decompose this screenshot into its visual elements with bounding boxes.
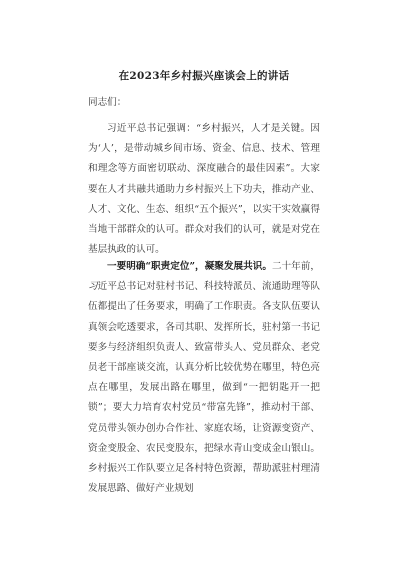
paragraph-2 xyxy=(88,257,320,499)
paragraph-1: 习近平总书记强调：“乡村振兴，人才是关键。因为‘人’，是带动城乡间市场、资金、信息、技术、管理和理念等方面密切联动、深度融合的最佳因素”。大家要在人才共融共通助力乡村振兴上下功夫，推动产业、人才、文化、生态、组织“五个振兴”，以实干实效赢得当地干部群众的认可。群众对我们的认可，就是对党在基层执政的认可。 xyxy=(88,123,320,256)
document-title: 在2023年乡村振兴座谈会上的讲话 xyxy=(118,70,290,82)
paragraph-2-lead: 二十年前， xyxy=(271,261,320,272)
paragraph-2-heading: 一要明确“职责定位”，凝聚发展共识。 xyxy=(107,261,272,272)
salutation: 同志们： xyxy=(88,97,127,108)
paragraph-2-rest: 近平总书记对驻村书记、科技特派员、流通助理等队伍都提出了任务要求，明确了工作职责。各支队伍要认真领会吃透要求，各司其职、发挥所长，驻村第一书记要多与经济组织负责人、致富带头人、党员群众、老党员老干部座谈交流，认真分析比较优势在哪里，特色亮点在哪里，发展出路在哪里，做到“一把钥匙开一把锁”；要大力培育农村党员“带富先锋”，推动村干部、党员带头领办创办合作社、家庭农场，让资源变资产、资金变股金、农民变股东，把绿水青山变成金山银山。乡村振兴工作队要立足各村特色资源，帮助派驻村理清发展思路、做好产业规划 xyxy=(88,281,321,495)
paragraph-2-italic: 习 xyxy=(88,281,98,293)
